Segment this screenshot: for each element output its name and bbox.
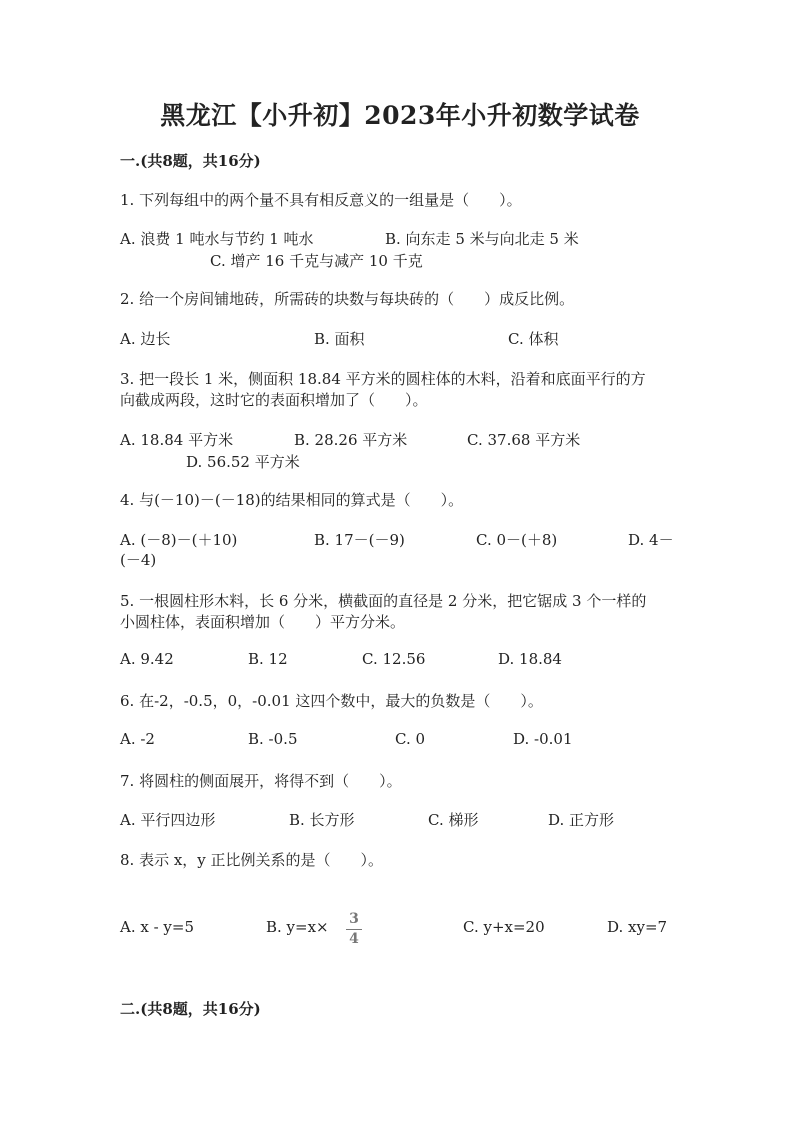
- q5-option-a: A. 9.42: [120, 650, 174, 668]
- q7-option-c: C. 梯形: [428, 811, 479, 829]
- question-4: 4. 与(－10)－(－18)的结果相同的算式是（ ）。: [120, 491, 464, 509]
- q4-option-c: C. 0－(＋8): [476, 531, 558, 549]
- q5-option-b: B. 12: [248, 650, 288, 668]
- q1-option-b: B. 向东走 5 米与向北走 5 米: [385, 230, 579, 248]
- q2-option-b: B. 面积: [314, 330, 365, 348]
- fraction-bar: [346, 929, 362, 930]
- q3-option-c: C. 37.68 平方米: [467, 431, 581, 449]
- fraction-denominator: 4: [349, 931, 359, 947]
- page-title: 黑龙江【小升初】2023年小升初数学试卷: [160, 101, 640, 130]
- q7-option-b: B. 长方形: [289, 811, 355, 829]
- question-1: 1. 下列每组中的两个量不具有相反意义的一组量是（ ）。: [120, 191, 522, 209]
- q1-option-a: A. 浪费 1 吨水与节约 1 吨水: [120, 230, 314, 248]
- q3-option-a: A. 18.84 平方米: [120, 431, 234, 449]
- q8-option-a: A. x - y=5: [120, 918, 195, 936]
- q6-option-a: A. -2: [120, 730, 155, 748]
- q2-option-a: A. 边长: [120, 330, 171, 348]
- q6-option-c: C. 0: [395, 730, 426, 748]
- question-3-line-2: 向截成两段，这时它的表面积增加了（ ）。: [120, 391, 428, 409]
- section-heading-1: 一.(共8题，共16分): [120, 152, 261, 170]
- q4-option-b: B. 17－(－9): [314, 531, 405, 549]
- q5-option-d: D. 18.84: [498, 650, 562, 668]
- q4-option-a: A. (－8)－(＋10): [120, 531, 238, 549]
- question-6: 6. 在-2，-0.5，0，-0.01 这四个数中，最大的负数是（ ）。: [120, 692, 543, 710]
- question-7: 7. 将圆柱的侧面展开，将得不到（ ）。: [120, 772, 402, 790]
- q7-option-d: D. 正方形: [548, 811, 615, 829]
- question-5-line-1: 5. 一根圆柱形木料，长 6 分米，横截面的直径是 2 分米，把它锯成 3 个一样的: [120, 592, 647, 610]
- section-heading-2: 二.(共8题，共16分): [120, 1000, 261, 1018]
- q1-option-c: C. 增产 16 千克与减产 10 千克: [210, 252, 423, 270]
- fraction-three-quarters: [344, 912, 364, 947]
- q6-option-b: B. -0.5: [248, 730, 298, 748]
- q7-option-a: A. 平行四边形: [120, 811, 216, 829]
- q8-option-d: D. xy=7: [607, 918, 668, 936]
- q6-option-d: D. -0.01: [513, 730, 573, 748]
- fraction-numerator: 3: [349, 911, 359, 927]
- question-3-line-1: 3. 把一段长 1 米，侧面积 18.84 平方米的圆柱体的木料，沿着和底面平行的方: [120, 370, 646, 388]
- q3-option-b: B. 28.26 平方米: [294, 431, 408, 449]
- question-8: 8. 表示 x，y 正比例关系的是（ ）。: [120, 851, 384, 869]
- q5-option-c: C. 12.56: [362, 650, 426, 668]
- q2-option-c: C. 体积: [508, 330, 559, 348]
- q8-option-c: C. y+x=20: [463, 918, 545, 936]
- question-5-line-2: 小圆柱体，表面积增加（ ）平方分米。: [120, 613, 406, 631]
- q4-option-d-continued: (－4): [120, 551, 157, 569]
- q4-option-d: D. 4－: [628, 531, 674, 549]
- q3-option-d: D. 56.52 平方米: [186, 453, 300, 471]
- question-2: 2. 给一个房间铺地砖，所需砖的块数与每块砖的（ ）成反比例。: [120, 290, 575, 308]
- q8-option-b: B. y=x×: [266, 918, 329, 936]
